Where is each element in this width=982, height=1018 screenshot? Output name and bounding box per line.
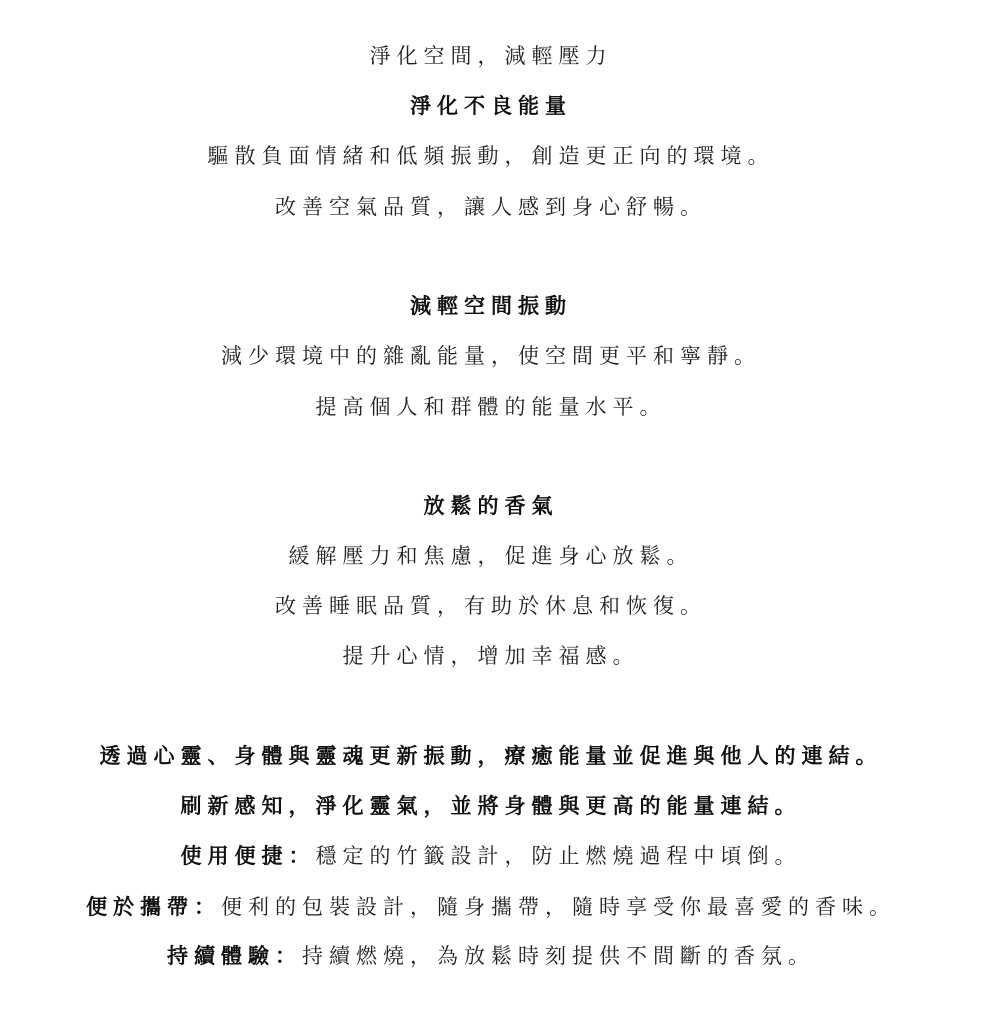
- feature-text: 穩定的竹籤設計，防止燃燒過程中頃倒。: [315, 844, 802, 868]
- section-heading-relaxing-scent: 放鬆的香氣: [423, 494, 559, 518]
- section-line: 改善空氣品質，讓人感到身心舒暢。: [275, 195, 707, 219]
- section-line: 提高個人和群體的能量水平。: [315, 395, 667, 419]
- intro-line: 淨化空間，減輕壓力: [369, 44, 613, 68]
- feature-label: 使用便捷：: [180, 844, 316, 868]
- feature-label: 持續體驗：: [167, 944, 302, 968]
- section-line: 減少環境中的雜亂能量，使空間更平和寧靜。: [221, 344, 761, 368]
- feature-text: 便利的包裝設計，隨身攜帶，隨時享受你最喜愛的香味。: [221, 895, 896, 919]
- section-heading-purify: 淨化不良能量: [410, 94, 572, 118]
- feature-line: [0, 892, 982, 922]
- feature-text: 持續燃燒，為放鬆時刻提供不間斷的香氛。: [302, 944, 815, 968]
- feature-line: [0, 841, 982, 871]
- feature-label: 便於攜帶：: [86, 895, 221, 919]
- feature-line: [0, 941, 982, 971]
- section-line: 改善睡眠品質，有助於休息和恢復。: [275, 594, 707, 618]
- section-line: 驅散負面情緒和低頻振動，創造更正向的環境。: [207, 144, 775, 168]
- highlight-line: 刷新感知，淨化靈氣，並將身體與更高的能量連結。: [180, 794, 802, 818]
- section-heading-reduce-vibration: 減輕空間振動: [410, 294, 572, 318]
- section-line: 緩解壓力和焦慮，促進身心放鬆。: [288, 544, 694, 568]
- section-line: 提升心情，增加幸福感。: [342, 644, 640, 668]
- highlight-line: 透過心靈、身體與靈魂更新振動，療癒能量並促進與他人的連結。: [99, 744, 883, 768]
